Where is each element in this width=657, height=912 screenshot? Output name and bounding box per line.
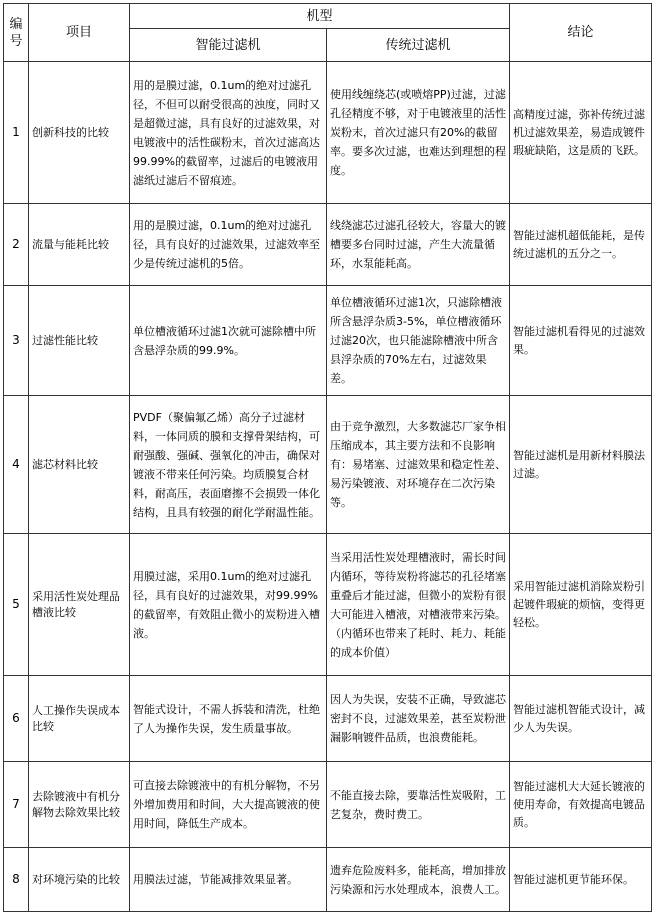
row-item: 流量与能耗比较 <box>29 204 130 286</box>
row-item: 过滤性能比较 <box>29 286 130 396</box>
row-number: 3 <box>4 286 29 396</box>
row-smart: 用的是膜过滤，0.1um的绝对过滤孔径，不但可以耐受很高的浊度，同时又是超微过滤，具有良好的过滤效果，对电镀液中的活性碳粉末，首次过滤高达99.99%的截留率，过滤后的电镀液用滤纸过滤后不留痕迹。 <box>130 62 327 204</box>
header-conclusion: 结论 <box>510 4 652 62</box>
row-conclusion: 智能过滤机智能式设计，减少人为失误。 <box>510 676 652 762</box>
header-smart-filter: 智能过滤机 <box>130 29 327 62</box>
table-row <box>4 396 652 534</box>
row-conclusion: 采用智能过滤机消除炭粉引起镀件瑕疵的烦恼，变得更轻松。 <box>510 534 652 676</box>
table-row <box>4 534 652 676</box>
header-row <box>4 4 652 29</box>
row-smart: 用膜法过滤，节能减排效果显著。 <box>130 848 327 912</box>
row-smart: 智能式设计，不需人拆装和清洗，杜绝了人为操作失误，发生质量事故。 <box>130 676 327 762</box>
row-item: 创新科技的比较 <box>29 62 130 204</box>
header-number: 编号 <box>4 4 29 62</box>
row-item: 对环境污染的比较 <box>29 848 130 912</box>
row-traditional: 线绕滤芯过滤孔径较大，容量大的镀槽要多台同时过滤，产生大流量循环，水泵能耗高。 <box>327 204 510 286</box>
table-row <box>4 762 652 848</box>
table-row <box>4 286 652 396</box>
row-number: 6 <box>4 676 29 762</box>
row-smart: 用膜过滤，采用0.1um的绝对过滤孔径，具有良好的过滤效果，对99.99%的截留率，有效阻止微小的炭粉进入槽液。 <box>130 534 327 676</box>
row-traditional: 使用线缠绕芯(或喷熔PP)过滤，过滤孔径精度不够，对于电镀液里的活性炭粉末，首次过滤只有20%的截留率。要多次过滤，也难达到理想的程度。 <box>327 62 510 204</box>
row-traditional: 由于竞争激烈，大多数滤芯厂家争相压缩成本，其主要方法和不良影响有：易堵塞、过滤效果和稳定性差、易污染镀液、对环境存在二次污染等。 <box>327 396 510 534</box>
table-row <box>4 676 652 762</box>
row-smart: 单位槽液循环过滤1次就可滤除槽中所含悬浮杂质的99.9%。 <box>130 286 327 396</box>
row-number: 1 <box>4 62 29 204</box>
table-row <box>4 62 652 204</box>
row-conclusion: 高精度过滤，弥补传统过滤机过滤效果差，易造成镀件瑕疵缺陷，这是质的飞跃。 <box>510 62 652 204</box>
header-traditional-filter: 传统过滤机 <box>327 29 510 62</box>
row-conclusion: 智能过滤机超低能耗，是传统过滤机的五分之一。 <box>510 204 652 286</box>
header-item: 项目 <box>29 4 130 62</box>
row-number: 5 <box>4 534 29 676</box>
row-item: 去除镀液中有机分解物去除效果比较 <box>29 762 130 848</box>
row-traditional: 因人为失误，安装不正确，导致滤芯密封不良，过滤效果差，甚至炭粉泄漏影响镀件品质，也浪费能耗。 <box>327 676 510 762</box>
table-row <box>4 848 652 912</box>
comparison-table <box>3 3 652 912</box>
header-model: 机型 <box>130 4 510 29</box>
row-number: 2 <box>4 204 29 286</box>
row-traditional: 不能直接去除，要靠活性炭吸附，工艺复杂，费时费工。 <box>327 762 510 848</box>
row-traditional: 单位槽液循环过滤1次，只滤除槽液所含悬浮杂质3-5%，单位槽液循环过滤20次，也只能滤除槽液中所含县浮杂质的70%左右，过滤效果差。 <box>327 286 510 396</box>
row-smart: PVDF（聚偏氟乙烯）高分子过滤材料，一体同质的膜和支撑骨架结构，可耐强酸、强碱、强氧化的冲击，确保对镀液不带来任何污染。均质膜复合材料，耐高压，表面磨擦不会损毁一体化结构，且具有较强的耐化学耐温性能。 <box>130 396 327 534</box>
table-row <box>4 204 652 286</box>
row-conclusion: 智能过滤机看得见的过滤效果。 <box>510 286 652 396</box>
row-conclusion: 智能过滤机更节能环保。 <box>510 848 652 912</box>
row-traditional: 当采用活性炭处理槽液时，需长时间内循环，等待炭粉将滤芯的孔径堵塞重叠后才能过滤，但微小的炭粉有很大可能进入槽液，对槽液带来污染。（内循环也带来了耗时、耗力、耗能的成本价值） <box>327 534 510 676</box>
row-item: 采用活性炭处理品槽液比较 <box>29 534 130 676</box>
row-smart: 用的是膜过滤，0.1um的绝对过滤孔径，具有良好的过滤效果，过滤效率至少是传统过滤机的5倍。 <box>130 204 327 286</box>
row-number: 7 <box>4 762 29 848</box>
row-smart: 可直接去除镀液中的有机分解物，不另外增加费用和时间，大大提高镀液的使用时间，降低生产成本。 <box>130 762 327 848</box>
row-item: 滤芯材料比较 <box>29 396 130 534</box>
row-number: 4 <box>4 396 29 534</box>
row-number: 8 <box>4 848 29 912</box>
row-traditional: 遗弃危险废料多，能耗高，增加排放污染源和污水处理成本，浪费人工。 <box>327 848 510 912</box>
row-item: 人工操作失误成本比较 <box>29 676 130 762</box>
row-conclusion: 智能过滤机是用新材料膜法过滤。 <box>510 396 652 534</box>
row-conclusion: 智能过滤机大大延长镀液的使用寿命，有效提高电镀品质。 <box>510 762 652 848</box>
